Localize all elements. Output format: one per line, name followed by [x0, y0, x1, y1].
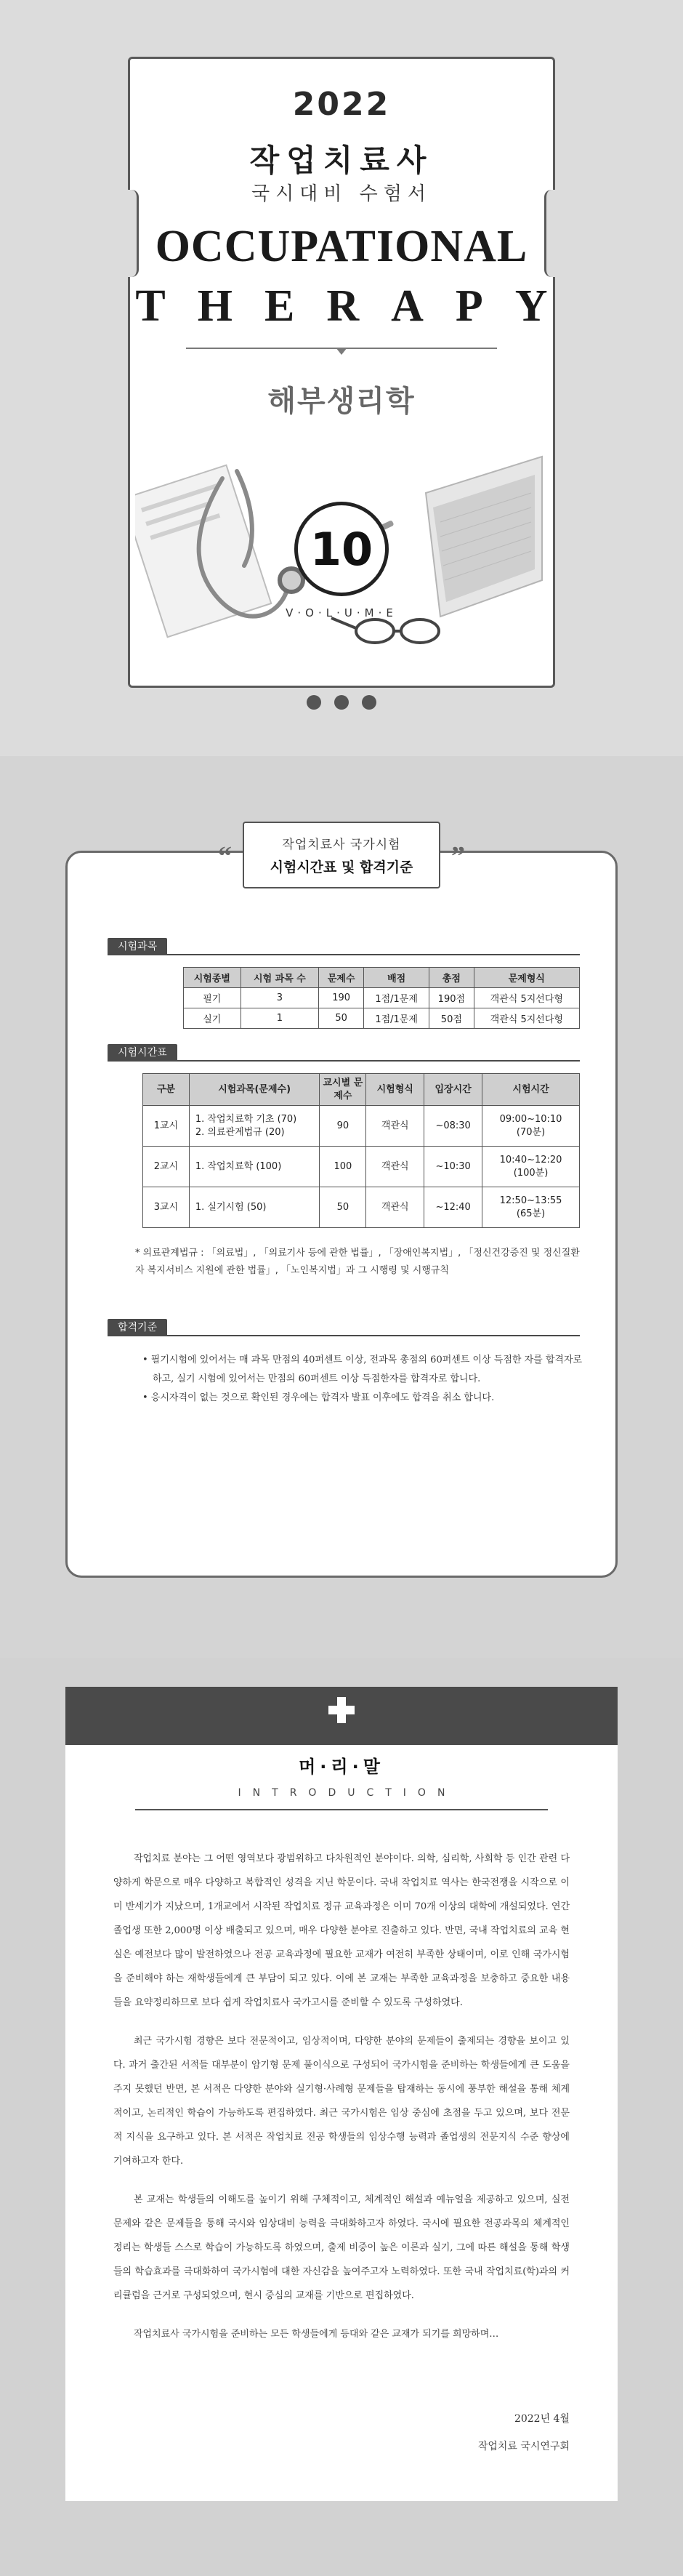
- subjects-table: [183, 967, 580, 1029]
- column-header: 배점: [364, 968, 429, 988]
- table-cell: 2교시: [143, 1147, 190, 1187]
- table-cell: 객관식 5지선다형: [474, 1008, 579, 1029]
- cover-english-line2: THERAPY: [135, 281, 580, 331]
- column-header: 교시별 문제수: [320, 1074, 366, 1106]
- table-cell: 190: [319, 988, 364, 1008]
- exam-header-line1: 작업치료사 국가시험: [282, 838, 401, 852]
- table-cell: 1점/1문제: [364, 988, 429, 1008]
- column-header: 시험형식: [366, 1074, 424, 1106]
- preface-paragraph: 최근 국가시험 경향은 보다 전문적이고, 임상적이며, 다양한 분야의 문제들이 출제되는 경향을 보이고 있다. 과거 출간된 서적들 대부분이 암기형 문제 풀이식으로 구성되어 국가시험을 준비하는 학생들에게 큰 도움을 주지 못했던 반면, 본 서적은 다양한 분야와 실기형·사례형 문제들을 탑재하는 동시에 풍부한 해설을 통해 체계적이고, 논리적인 학습이 가능하도록 편집하였다. 최근 국가시험은 임상 중심에 초점을 두고 있으며, 보다 전문적 지식을 요구하고 있다. 본 서적은 작업치료 전공 학생들의 임상수행 능력과 졸업생의 전문지식 수준 향상에 기여하고자 한다.: [113, 2036, 570, 2167]
- column-header: 시험종별: [184, 968, 241, 988]
- exam-header-line2: 시험시간표 및 합격기준: [270, 859, 413, 875]
- table-cell: 1. 실기시험 (50): [189, 1187, 320, 1228]
- section-line-pass: [108, 1335, 580, 1336]
- table-cell: 3: [241, 988, 318, 1008]
- preface-date: 2022년 4월: [514, 2413, 570, 2425]
- table-cell: 객관식: [366, 1106, 424, 1147]
- table-cell: 100: [320, 1147, 366, 1187]
- table-row: [184, 1008, 580, 1029]
- section-tag-pass: 합격기준: [108, 1319, 167, 1336]
- table-cell: 실기: [184, 1008, 241, 1029]
- glasses-icon: [331, 618, 439, 643]
- volume-label: V·O·L·U·M·E: [286, 606, 397, 619]
- section-line-subjects: [108, 954, 580, 955]
- table-cell: 10:40~12:20 (100분): [482, 1147, 580, 1187]
- table-cell: ~12:40: [424, 1187, 482, 1228]
- table-row: [184, 988, 580, 1008]
- table-cell: ~10:30: [424, 1147, 482, 1187]
- preface-author: 작업치료 국시연구회: [477, 2441, 570, 2452]
- table-row: [143, 1106, 580, 1147]
- cover-subject: 해부생리학: [267, 385, 416, 418]
- column-header: 시험시간: [482, 1074, 580, 1106]
- column-header: 입장시간: [424, 1074, 482, 1106]
- pass-criteria-list: [142, 1351, 589, 1408]
- table-cell: 1교시: [143, 1106, 190, 1147]
- preface-body: [113, 1847, 570, 2361]
- list-item: • 필기시험에 있어서는 매 과목 만점의 40퍼센트 이상, 전과목 총점의 60퍼센트 이상 득점한 자를 합격자로 하고, 실기 시험에 있어서는 만점의 60퍼센트 이상 득점한자를 합격자로 합니다.: [142, 1355, 583, 1384]
- table-cell: 12:50~13:55 (65분): [482, 1187, 580, 1228]
- table-cell: 50점: [429, 1008, 474, 1029]
- preface-paragraph: 작업치료 분야는 그 어떤 영역보다 광범위하고 다차원적인 분야이다. 의학, 심리학, 사회학 등 인간 관련 다양하게 학문으로 매우 다양하고 복합적인 성격을 지닌 학문이다. 국내 작업치료 역사는 한국전쟁을 시작으로 이미 반세기가 지났으며, 1개교에서 시작된 작업치료 정규 교육과정은 이미 70개 이상의 대학에 개설되었다. 연간 졸업생 또한 2,000명 이상 배출되고 있으며, 매우 다양한 분야로 진출하고 있다. 반면, 국내 작업치료의 교육 현실은 예전보다 많이 발전하였으나 전공 교육과정에 필요한 교재가 여전히 부족한 상태이며, 이로 인해 국가시험을 준비해야 하는 재학생들에게 큰 부담이 되고 있다. 이에 본 교재는 부족한 교육과정을 보충하고 중요한 내용들을 요약정리하므로 보다 쉽게 작업치료사 국가고시를 준비할 수 있도록 구성하였다.: [113, 1853, 570, 2008]
- preface-intro-label: INTRODUCTION: [238, 1787, 457, 1799]
- section-tag-subjects: 시험과목: [108, 938, 167, 955]
- cover-title: 작업치료사: [249, 143, 434, 178]
- cover-year: 2022: [292, 86, 391, 123]
- table-cell: ~08:30: [424, 1106, 482, 1147]
- table-header-row: [143, 1074, 580, 1106]
- table-cell: 09:00~10:10 (70분): [482, 1106, 580, 1147]
- table-cell: 1. 작업치료학 기초 (70) 2. 의료관계법규 (20): [189, 1106, 320, 1147]
- quote-close-icon: ”: [451, 841, 465, 872]
- section-tag-schedule: 시험시간표: [108, 1044, 177, 1062]
- table-cell: 1점/1문제: [364, 1008, 429, 1029]
- exam-info-header: [218, 822, 465, 888]
- table-cell: 1. 작업치료학 (100): [189, 1147, 320, 1187]
- dot-2: [334, 695, 349, 710]
- table-cell: 90: [320, 1106, 366, 1147]
- table-cell: 객관식: [366, 1187, 424, 1228]
- table-header-row: [184, 968, 580, 988]
- preface-paragraph: 작업치료사 국가시험을 준비하는 모든 학생들에게 등대와 같은 교재가 되기를 희망하며…: [134, 2329, 499, 2340]
- preface-paragraph: 본 교재는 학생들의 이해도를 높이기 위해 구체적이고, 체계적인 해설과 예뉴얼을 제공하고 있으며, 실전 문제와 같은 문제들을 통해 국시와 임상대비 능력을 극대화하고자 하였다. 국시에 필요한 전공과목의 체계적인 정리는 학생들 스스로 학습이 가능하도록 하였으며, 출제 비중이 높은 이론과 실기, 그에 따른 해설을 통해 학생들의 학습효과를 극대화하여 국가시험에 대한 자신감을 높여주고자 노력하였다. 또한 국내 작업치료(학)과의 커리큘럼을 근거로 구성되었으며, 현시 중심의 교재를 기반으로 편집하였다.: [113, 2194, 570, 2301]
- dot-3: [362, 695, 376, 710]
- preface-divider: [135, 1809, 548, 1810]
- table-cell: 객관식: [366, 1147, 424, 1187]
- column-header: 시험과목(문제수): [189, 1074, 320, 1106]
- table-cell: 50: [320, 1187, 366, 1228]
- volume-badge: 10: [294, 502, 389, 596]
- table-cell: 객관식 5지선다형: [474, 988, 579, 1008]
- column-header: 총점: [429, 968, 474, 988]
- plus-icon: [328, 1697, 355, 1723]
- law-footnote: * 의료관계법규 : 「의료법」, 「의료기사 등에 관한 법률」, 「장애인복지법」, 「정신건강증진 및 정신질환자 복지서비스 지원에 관한 법률」, 「노인복지법」과 그 시행령 및 시행규칙: [135, 1248, 580, 1276]
- table-cell: 3교시: [143, 1187, 190, 1228]
- column-header: 문제수: [319, 968, 364, 988]
- table-cell: 필기: [184, 988, 241, 1008]
- table-row: [143, 1147, 580, 1187]
- table-cell: 190점: [429, 988, 474, 1008]
- cover-subtitle: 국시대비 수험서: [251, 183, 432, 205]
- section-line-schedule: [108, 1060, 580, 1062]
- table-cell: 1: [241, 1008, 318, 1029]
- preface-title: 머·리·말: [299, 1757, 384, 1777]
- column-header: 구분: [143, 1074, 190, 1106]
- laptop-icon: [426, 457, 542, 617]
- table-cell: 50: [319, 1008, 364, 1029]
- schedule-table: [142, 1073, 580, 1228]
- list-item: • 응시자격이 없는 것으로 확인된 경우에는 합격자 발표 이후에도 합격을 취소 합니다.: [142, 1392, 495, 1403]
- cover-divider-arrow: [336, 348, 347, 355]
- quote-open-icon: “: [218, 841, 232, 872]
- column-header: 문제형식: [474, 968, 579, 988]
- table-row: [143, 1187, 580, 1228]
- column-header: 시험 과목 수: [241, 968, 318, 988]
- cover-english-line1: OCCUPATIONAL: [155, 222, 528, 271]
- dot-1: [307, 695, 321, 710]
- cover-dots: [0, 695, 683, 710]
